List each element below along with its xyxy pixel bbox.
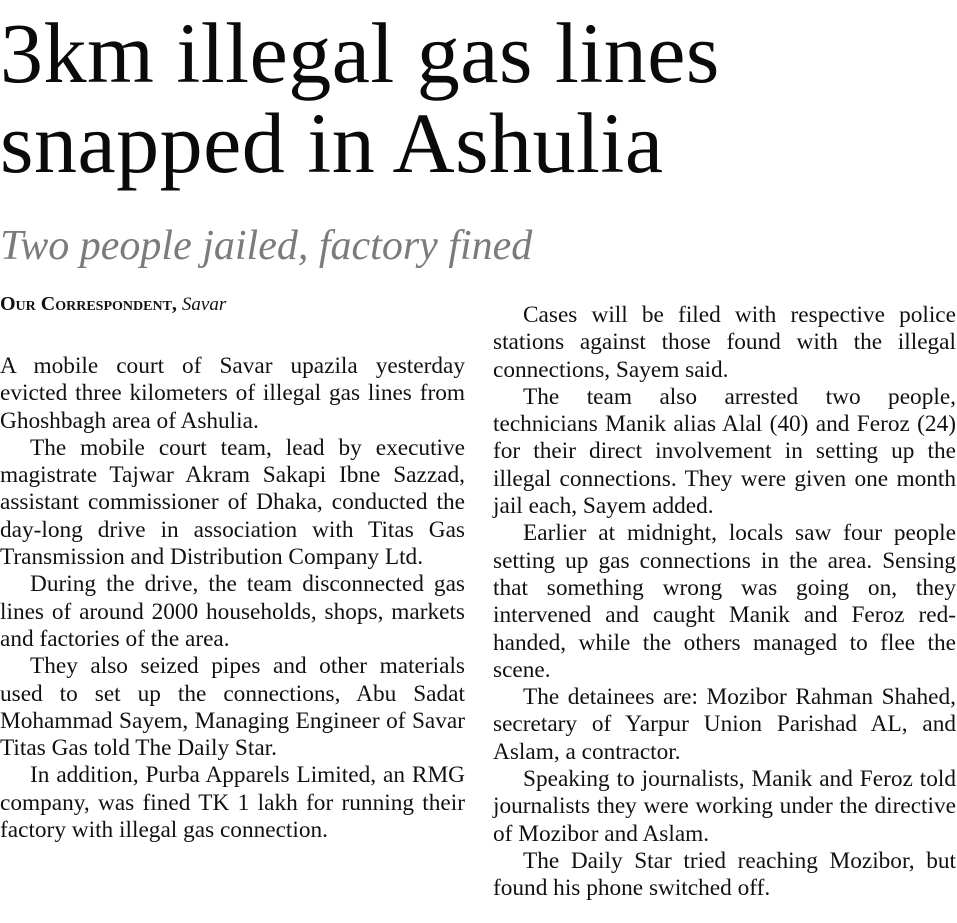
paragraph: During the drive, the team disconnected gas lines of around 2000 households, shops, markets and factories of the area. xyxy=(0,571,465,652)
byline xyxy=(0,290,465,319)
article-column-right xyxy=(493,302,956,903)
paragraph: Cases will be filed with respective police stations against those found with the illegal connections, Sayem said. xyxy=(493,302,956,383)
byline-author: Our Correspondent, xyxy=(0,293,177,315)
paragraph: A mobile court of Savar upazila yesterday evicted three kilometers of illegal gas lines from Ghoshbagh area of Ashulia. xyxy=(0,353,465,434)
paragraph: In addition, Purba Apparels Limited, an RMG company, was fined TK 1 lakh for running their factory with illegal gas connection. xyxy=(0,762,465,844)
paragraph: The Daily Star tried reaching Mozibor, but found his phone switched off. xyxy=(493,847,956,902)
headline-line-1: 3km illegal gas lines xyxy=(0,5,720,101)
headline-line-2: snapped in Ashulia xyxy=(0,95,664,191)
byline-location: Savar xyxy=(181,294,227,315)
headline xyxy=(0,5,720,191)
paragraph: Speaking to journalists, Manik and Feroz told journalists they were working under the directive of Mozibor and Aslam. xyxy=(493,766,956,847)
paragraph: The mobile court team, lead by executive magistrate Tajwar Akram Sakapi Ibne Sazzad, assistant commissioner of Dhaka, conducted the day-long drive in association with Titas Gas Transmission and Distribution Company Ltd. xyxy=(0,434,465,571)
article-column-left xyxy=(0,290,465,844)
paragraph: They also seized pipes and other materials used to set up the connections, Abu Sadat Mohammad Sayem, Managing Engineer of Savar Titas Gas told The Daily Star. xyxy=(0,653,465,762)
subheadline: Two people jailed, factory fined xyxy=(0,223,533,269)
paragraph: The detainees are: Mozibor Rahman Shahed, secretary of Yarpur Union Parishad AL, and Aslam, a contractor. xyxy=(493,684,956,765)
paragraph: The team also arrested two people, technicians Manik alias Alal (40) and Feroz (24) for their direct involvement in setting up the illegal connections. They were given one month jail each, Sayem added. xyxy=(493,383,956,520)
paragraph: Earlier at midnight, locals saw four people setting up gas connections in the area. Sensing that something wrong was going on, they intervened and caught Manik and Feroz red-handed, while the others managed to flee the scene. xyxy=(493,520,956,683)
